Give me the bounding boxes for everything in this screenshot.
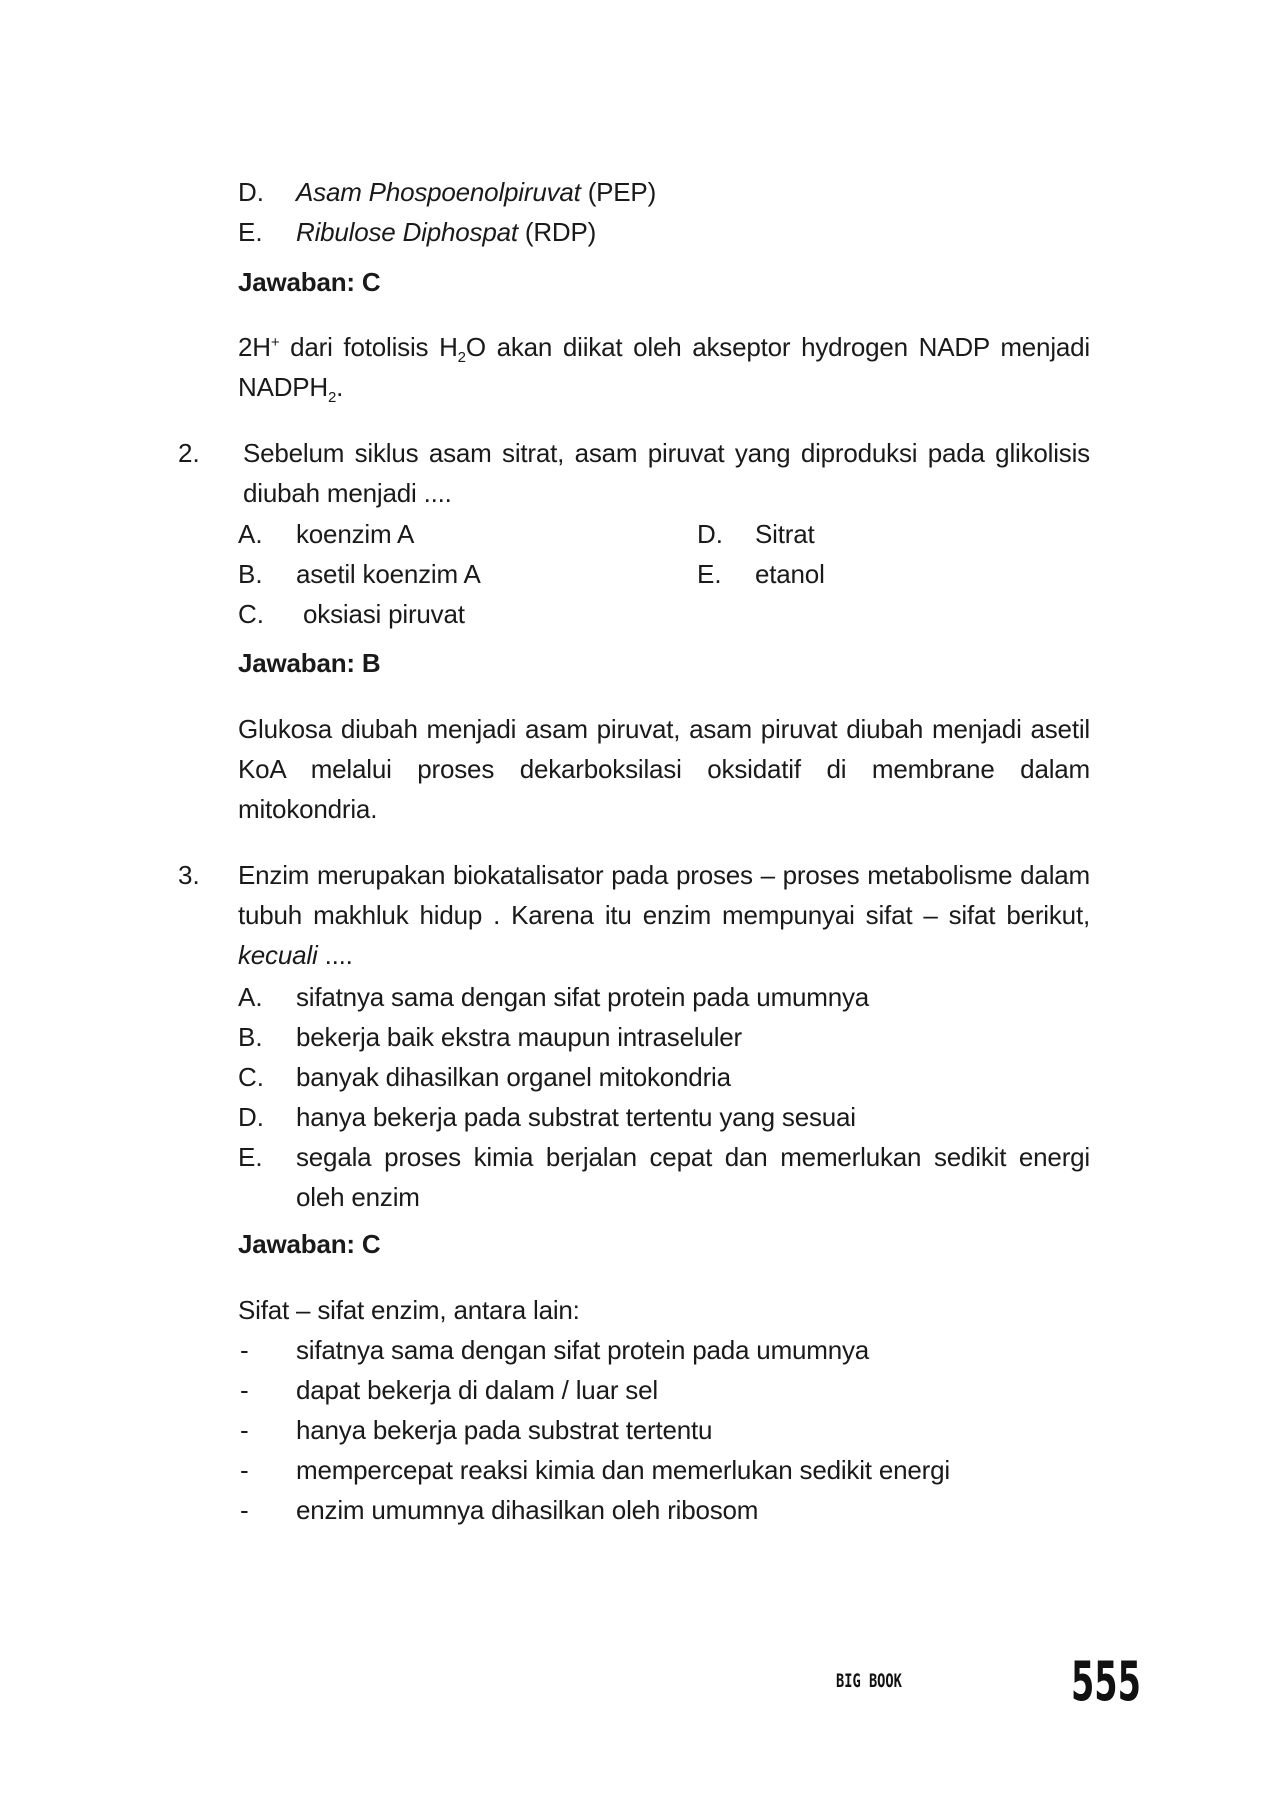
bullet-text: hanya bekerja pada substrat tertentu xyxy=(296,1415,713,1445)
q2-explanation: Glukosa diubah menjadi asam piruvat, asam piruvat diubah menjadi asetil KoA melalui proses dekarboksilasi oksidatif di membrane dalam mitokondria. xyxy=(238,714,1090,824)
bullet-text: dapat bekerja di dalam / luar sel xyxy=(296,1375,658,1405)
option-text: koenzim A xyxy=(296,519,415,549)
option-letter: B. xyxy=(238,1022,263,1052)
q2-answer: Jawaban: B xyxy=(238,648,381,678)
option-letter: D. xyxy=(238,1102,264,1132)
option-text: etanol xyxy=(755,559,825,589)
q3-number: 3. xyxy=(178,860,200,890)
q1-answer: Jawaban: C xyxy=(238,267,381,297)
option-letter: D. xyxy=(697,519,723,549)
option-letter: C. xyxy=(238,599,264,629)
option-text: bekerja baik ekstra maupun intraseluler xyxy=(296,1022,742,1052)
bullet-text: mempercepat reaksi kimia dan memerlukan sedikit energi xyxy=(296,1455,950,1485)
q2-question: Sebelum siklus asam sitrat, asam piruvat yang diproduksi pada glikolisis diubah menjadi .... xyxy=(243,438,1090,508)
page-number: 555 xyxy=(1071,1650,1141,1713)
bullet-dash: - xyxy=(240,1415,249,1445)
option-text: Asam Phospoenolpiruvat (PEP) xyxy=(296,177,657,207)
q1-explanation: 2H+ dari fotolisis $H_2O$ akan diikat oleh akseptor hydrogen NADP menjadi $NADPH_2$. xyxy=(238,332,1090,406)
bullet-text: sifatnya sama dengan sifat protein pada umumnya xyxy=(296,1335,870,1365)
footer-book-title: BIG BOOK xyxy=(836,1670,902,1692)
bullet-dash: - xyxy=(240,1375,249,1405)
option-letter: A. xyxy=(238,982,263,1012)
option-text: asetil koenzim A xyxy=(296,559,481,589)
option-text: hanya bekerja pada substrat tertentu yang sesuai xyxy=(296,1102,856,1132)
q2-number: 2. xyxy=(178,438,200,468)
q3-answer: Jawaban: C xyxy=(238,1229,381,1259)
bullet-dash: - xyxy=(240,1455,249,1485)
option-letter: B. xyxy=(238,559,263,589)
bullet-dash: - xyxy=(240,1495,249,1525)
option-text: segala proses kimia berjalan cepat dan memerlukan sedikit energi oleh enzim xyxy=(296,1142,1090,1212)
option-letter: C. xyxy=(238,1062,264,1092)
option-letter: E. xyxy=(238,1142,263,1172)
q3-question: Enzim merupakan biokatalisator pada proses – proses metabolisme dalam tubuh makhluk hidup . Karena itu enzim mempunyai sifat – sifat berikut, kecuali .... xyxy=(238,860,1090,970)
option-letter: D. xyxy=(238,177,264,207)
option-letter: A. xyxy=(238,519,263,549)
option-text: Sitrat xyxy=(755,519,815,549)
option-text: banyak dihasilkan organel mitokondria xyxy=(296,1062,731,1092)
bullet-text: enzim umumnya dihasilkan oleh ribosom xyxy=(296,1495,759,1525)
option-text: oksiasi piruvat xyxy=(296,599,465,629)
option-letter: E. xyxy=(238,217,263,247)
bullet-dash: - xyxy=(240,1335,249,1365)
option-text: Ribulose Diphospat (RDP) xyxy=(296,217,597,247)
option-letter: E. xyxy=(697,559,722,589)
option-text: sifatnya sama dengan sifat protein pada umumnya xyxy=(296,982,870,1012)
q3-explanation-intro: Sifat – sifat enzim, antara lain: xyxy=(238,1295,580,1325)
